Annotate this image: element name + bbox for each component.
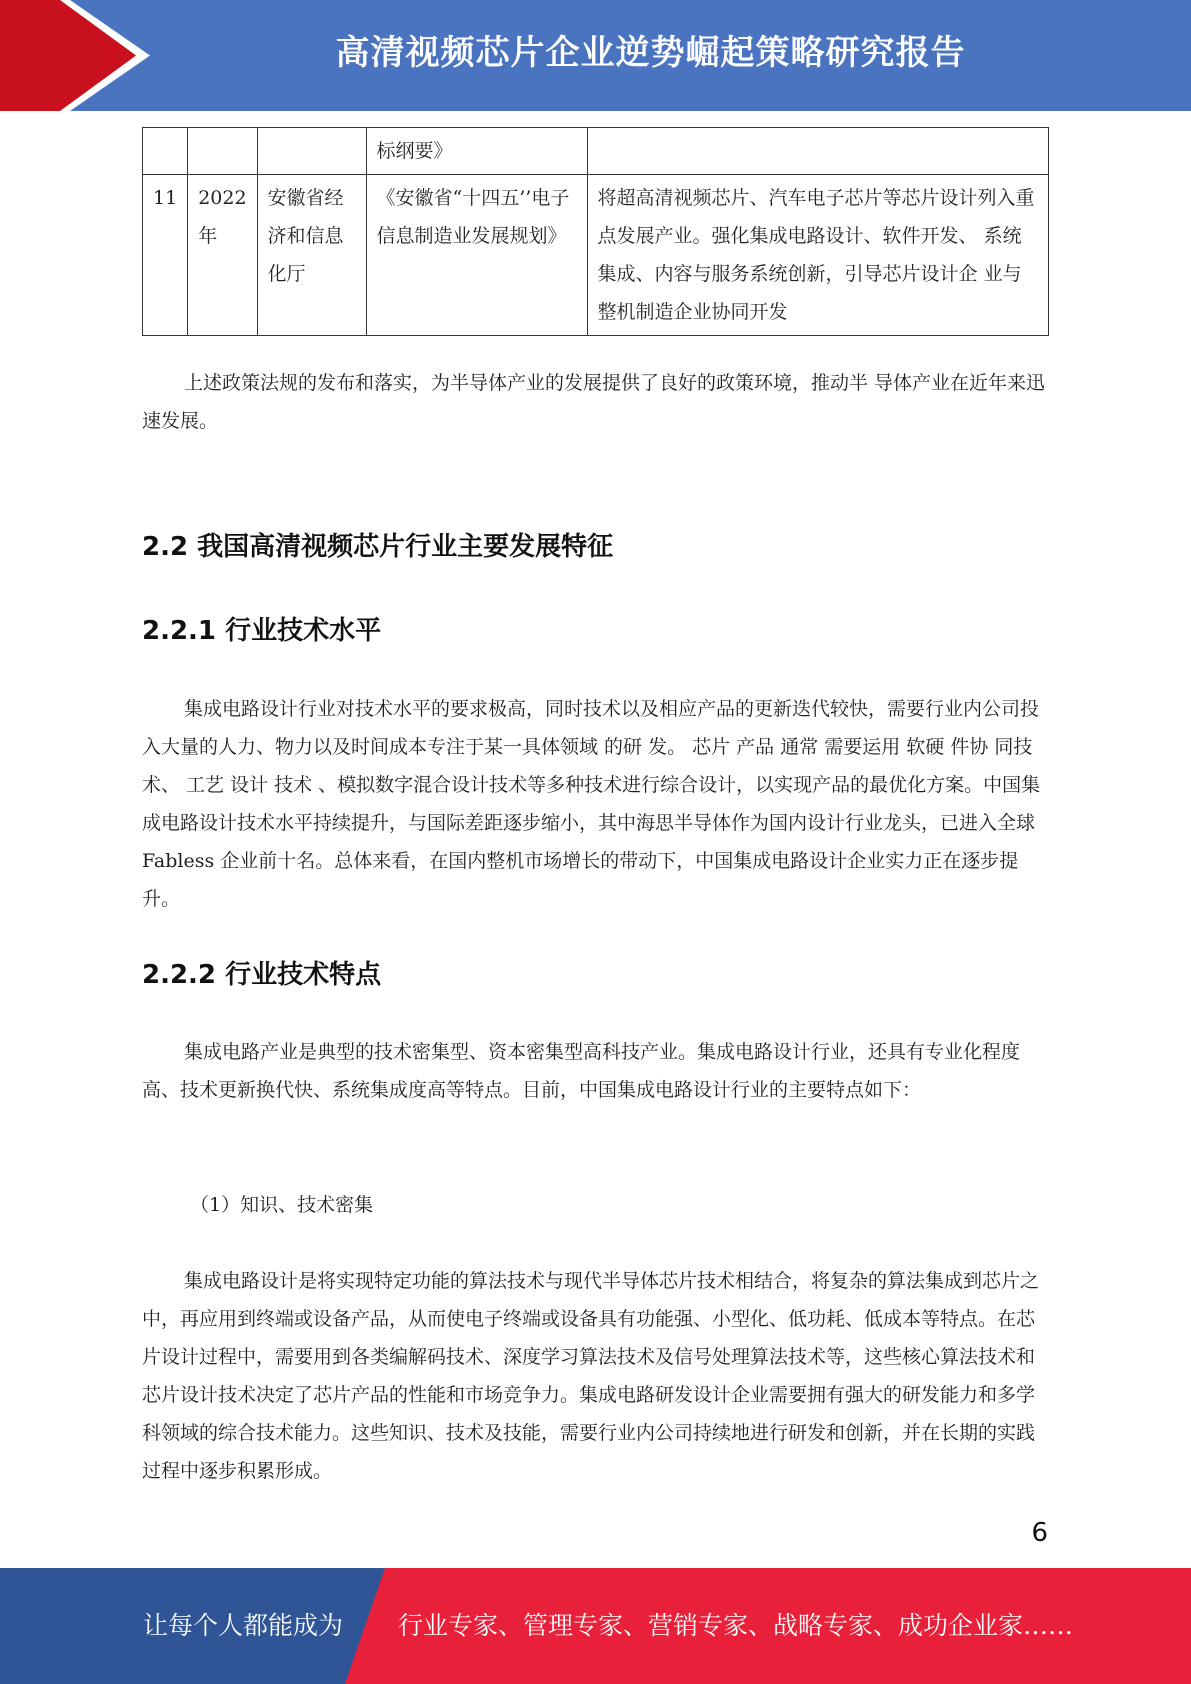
paragraph-tech-level: 集成电路设计行业对技术水平的要求极高，同时技术以及相应产品的更新迭代较快，需要行业内公司投入大量的人力、物力以及时间成本专注于某一具体领域 的研 发。 芯片 产品 通常 需要运用 软硬 件协 同技 术、 工艺 设计 技术 、模拟数字混合设计技术等多种技术进行综合设计，以实现产品的最优化方案。中国集成电路设计技术水平持续提升，与国际差距逐步缩小，其中海思半导体作为国内设计行业龙头，已进入全球 Fabless 企业前十名。总体来看，在国内整机市场增长的带动下，中国集成电路设计企业实力正在逐步提升。 <box>142 698 1041 910</box>
section-heading-2-2-1: 2.2.1 行业技术水平 <box>142 616 382 646</box>
paragraph-policy-summary: 上述政策法规的发布和落实，为半导体产业的发展提供了良好的政策环境，推动半 导体产业在近年来迅速发展。 <box>142 372 1046 432</box>
table-cell-dept <box>257 128 366 175</box>
footer-slogan-right: 行业专家、管理专家、营销专家、战略专家、成功企业家…… <box>398 1611 1074 1640</box>
policy-table <box>142 127 1049 336</box>
section-heading-2-2-2: 2.2.2 行业技术特点 <box>142 960 382 990</box>
section-heading-2-2: 2.2 我国高清视频芯片行业主要发展特征 <box>142 532 614 562</box>
table-cell-doc: 标纲要》 <box>366 128 587 175</box>
page-number: 6 <box>1031 1518 1048 1548</box>
footer-slogan-left: 让每个人都能成为 <box>143 1611 344 1640</box>
table-cell-dept: 安徽省经济和信息化厅 <box>257 175 366 336</box>
table-cell-no <box>143 128 188 175</box>
table-cell-content: 将超高清视频芯片、汽车电子芯片等芯片设计列入重点发展产业。强化集成电路设计、软件开发、 系统集成、内容与服务系统创新，引导芯片设计企 业与整机制造企业协同开发 <box>587 175 1048 336</box>
table-cell-no: 11 <box>143 175 188 336</box>
table-cell-year <box>188 128 257 175</box>
header-chevron-decoration <box>0 0 150 111</box>
report-title: 高清视频芯片企业逆势崛起策略研究报告 <box>335 33 966 73</box>
table-cell-doc: 《安徽省“十四五’’电子信息制造业发展规划》 <box>366 175 587 336</box>
page-header <box>0 0 1191 111</box>
table-cell-year: 2022年 <box>188 175 257 336</box>
page-footer <box>0 1568 1191 1684</box>
table-cell-content <box>587 128 1048 175</box>
paragraph-tech-feature: 集成电路产业是典型的技术密集型、资本密集型高科技产业。集成电路设计行业，还具有专业化程度高、技术更新换代快、系统集成度高等特点。目前，中国集成电路设计行业的主要特点如下： <box>142 1041 1021 1101</box>
table-row <box>143 175 1049 336</box>
table-row <box>143 128 1049 175</box>
paragraph-knowledge: 集成电路设计是将实现特定功能的算法技术与现代半导体芯片技术相结合，将复杂的算法集成到芯片之中，再应用到终端或设备产品，从而使电子终端或设备具有功能强、小型化、低功耗、低成本等特点。在芯片设计过程中，需要用到各类编解码技术、深度学习算法技术及信号处理算法技术等，这些核心算法技术和芯片设计技术决定了芯片产品的性能和市场竞争力。集成电路研发设计企业需要拥有强大的研发能力和多学科领域的综合技术能力。这些知识、技术及技能，需要行业内公司持续地进行研发和创新，并在长期的实践过程中逐步积累形成。 <box>142 1270 1040 1482</box>
list-item-knowledge: （1）知识、技术密集 <box>190 1194 374 1216</box>
